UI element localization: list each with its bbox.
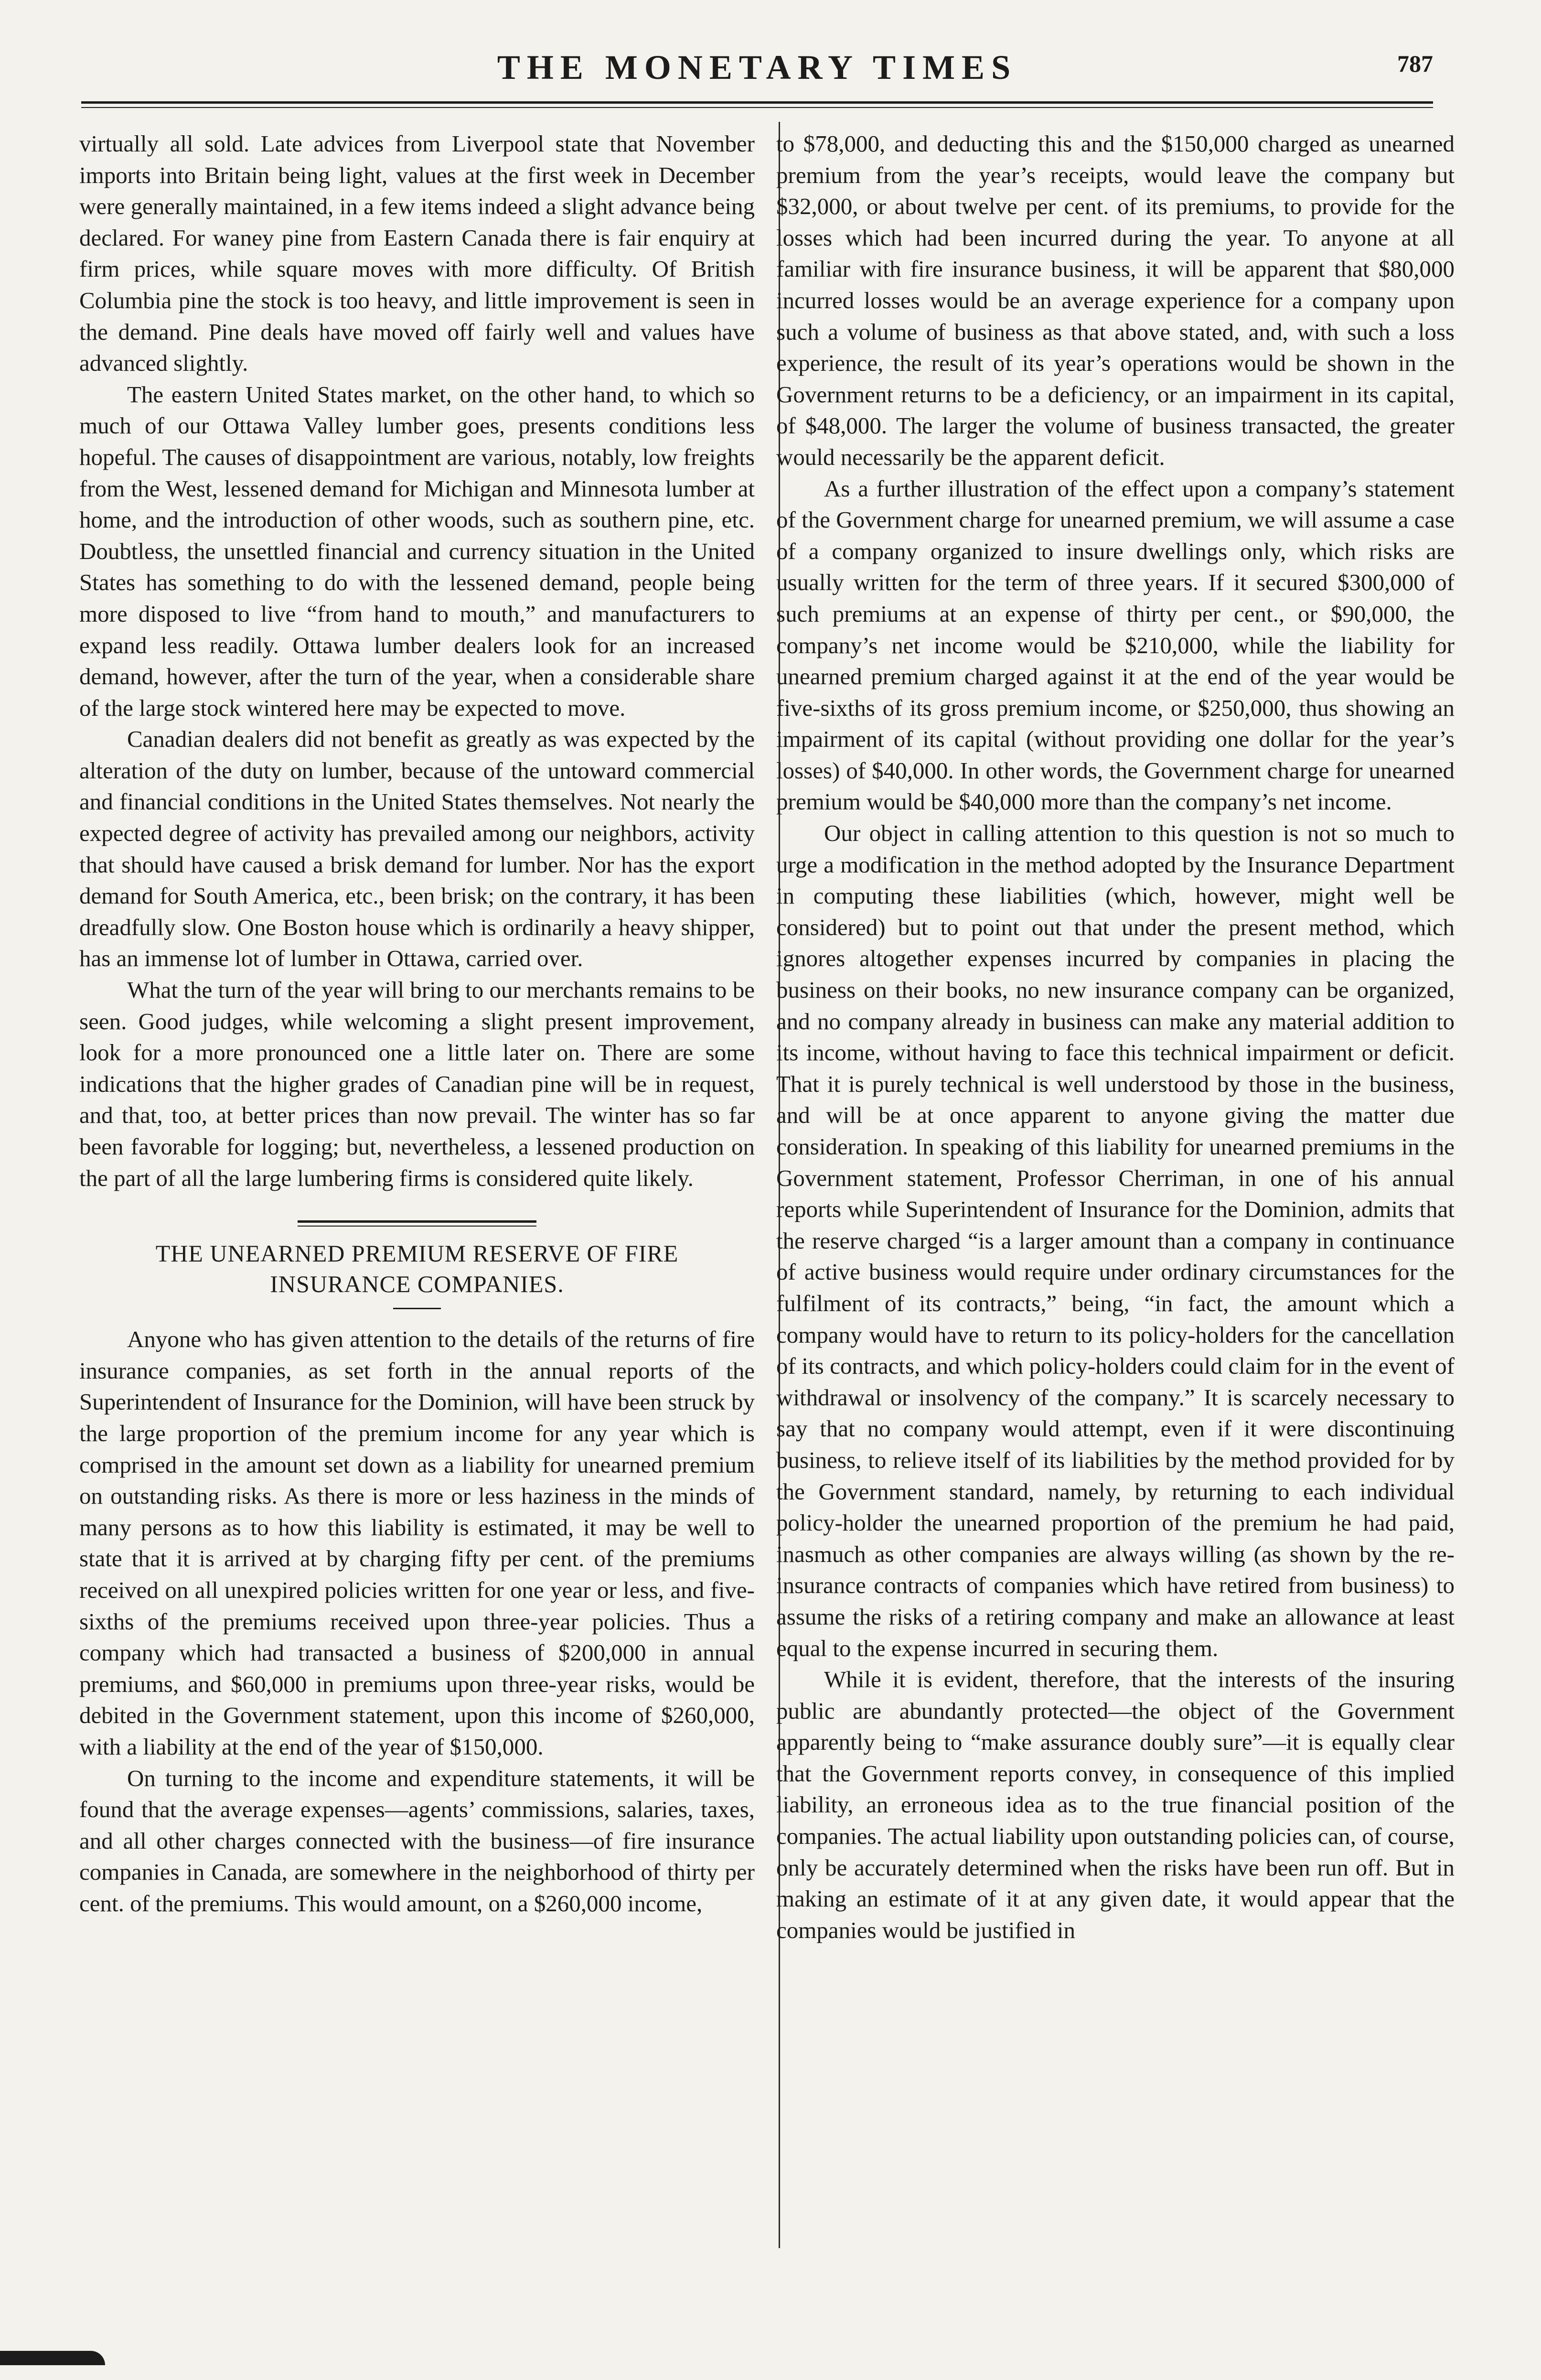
article-paragraph: While it is evident, therefore, that the interests of the insuring public are abundantly protected—the object of the Government apparently being to “make assurance doubly sure”—it is equally clear that the Government reports convey, in consequence of this implied liability, an erroneous idea as to the true financial position of the companies. The actual liability upon outstanding policies can, of course, only be accurately determined when the risks have been run off. But in making an estimate of it at any given date, it would appear that the companies would be justified in: [776, 1666, 1455, 1943]
article-paragraph: As a further illustration of the effect upon a company’s statement of the Government charge for unearned premium, we will assume a case of a company organized to insure dwellings only, which risks are usually written for the term of three years. If it secured $300,000 of such premiums at an expense of thirty per cent., or $90,000, the company’s net income would be $210,000, while the liability for unearned premium charged against it at the end of the year would be five-sixths of its gross premium income, or $250,000, thus showing an impairment of its capital (without providing one dollar for the year’s losses) of $40,000. In other words, the Government charge for unearned premium would be $40,000 more than the company’s net income.: [776, 475, 1455, 815]
article-paragraph: Canadian dealers did not benefit as greatly as was expected by the alteration of the duty on lumber, because of the untoward commercial and financial conditions in the United States themselves. Not nearly the expected degree of activity has prevailed among our neighbors, activity that should have caused a brisk demand for lumber. Nor has the export demand for South America, etc., been brisk; on the contrary, it has been dreadfully slow. One Boston house which is ordinarily a heavy shipper, has an immense lot of lumber in Ottawa, carried over.: [79, 726, 755, 972]
heading-underline: [393, 1308, 441, 1309]
header-rule-thick: [81, 101, 1433, 104]
article-paragraph: On turning to the income and expenditure statements, it will be found that the average expenses—agents’ commissions, salaries, taxes, and all other charges connected with the business—of fire insurance companies in Canada, are somewhere in the neighborhood of thirty per cent. of the premiums. This would amount, on a $260,000 income,: [79, 1765, 755, 1917]
left-column: [79, 128, 755, 1919]
header-rule-thin: [81, 107, 1433, 108]
article-paragraph: The eastern United States market, on the other hand, to which so much of our Ottawa Valley lumber goes, presents conditions less hopeful. The causes of disappointment are various, notably, low freights from the West, lessened demand for Michigan and Minnesota lumber at home, and the introduction of other woods, such as southern pine, etc. Doubtless, the unsettled financial and currency situation in the United States has something to do with the lessened demand, people being more disposed to live “from hand to mouth,” and manufacturers to expand less readily. Ottawa lumber dealers look for an increased demand, however, after the turn of the year, when a considerable share of the large stock wintered here may be expected to move.: [79, 381, 755, 721]
right-column: [776, 128, 1455, 1946]
article-paragraph: Our object in calling attention to this question is not so much to urge a modification in the method adopted by the Insurance Department in computing these liabilities (which, however, might well be considered) but to point out that under the present method, which ignores altogether expenses incurred by companies in placing the business on their books, no new insurance company can be organized, and no company already in business can make any material addition to its income, without having to face this technical impairment or deficit. That it is purely technical is well understood by those in the business, and will be at once apparent to anyone giving the matter due consideration. In speaking of this liability for unearned premiums in the Government statement, Professor Cherriman, in one of his annual reports while Superintendent of Insurance for the Dominion, admits that the reserve charged “is a larger amount than a company in continuance of active business would require under ordinary circumstances for the fulfilment of its contracts,” being, “in fact, the amount which a company would have to return to its policy-holders for the cancellation of its contracts, and which policy-holders could claim for in the event of withdrawal or insolvency of the company.” It is scarcely necessary to say that no company would attempt, even if it were discontinuing business, to relieve itself of its liabilities by the method provided for by the Government standard, namely, by returning to each individual policy-holder the unearned proportion of the premium he had paid, inasmuch as other companies are always willing (as shown by the re-insurance contracts of companies which have retired from business) to assume the risks of a retiring company and make an allowance at least equal to the expense incurred in securing them.: [776, 820, 1455, 1661]
article-paragraph: Anyone who has given attention to the details of the returns of fire insurance companies, as set forth in the annual reports of the Superintendent of Insurance for the Dominion, will have been struck by the large proportion of the premium income for any year which is comprised in the amount set down as a liability for unearned premium on outstanding risks. As there is more or less haziness in the minds of many persons as to how this liability is estimated, it may be well to state that it is arrived at by charging fifty per cent. of the premiums received on all unexpired policies written for one year or less, and five-sixths of the premiums received upon three-year policies. Thus a company which had transacted a business of $200,000 in annual premiums, and $60,000 in premiums upon three-year risks, would be debited in the Government statement, upon this income of $260,000, with a liability at the end of the year of $150,000.: [79, 1326, 755, 1760]
page-edge-mark: [0, 2351, 105, 2365]
section-heading-line: INSURANCE COMPANIES.: [270, 1271, 564, 1298]
page-number: 787: [1397, 50, 1433, 77]
publication-title: THE MONETARY TIMES: [497, 48, 1017, 86]
article-paragraph: What the turn of the year will bring to our merchants remains to be seen. Good judges, while welcoming a slight present improvement, look for a more pronounced one a little later on. There are some indications that the higher grades of Canadian pine will be in request, and that, too, at better prices than now prevail. The winter has so far been favorable for logging; but, nevertheless, a lessened production on the part of all the large lumbering firms is considered quite likely.: [79, 977, 755, 1191]
section-heading-line: THE UNEARNED PREMIUM RESERVE OF FIRE: [155, 1240, 679, 1267]
section-divider: [298, 1220, 536, 1227]
masthead: [81, 48, 1433, 96]
section-heading: [79, 1238, 755, 1299]
article-paragraph: virtually all sold. Late advices from Liverpool state that November imports into Britain being light, values at the first week in December were generally maintained, in a few items indeed a slight advance being declared. For waney pine from Eastern Canada there is fair enquiry at firm prices, while square moves with more difficulty. Of British Columbia pine the stock is too heavy, and little improvement is seen in the demand. Pine deals have moved off fairly well and values have advanced slightly.: [79, 130, 755, 377]
article-paragraph: to $78,000, and deducting this and the $150,000 charged as unearned premium from the year’s receipts, would leave the company but $32,000, or about twelve per cent. of its premiums, to provide for the losses which had been incurred during the year. To anyone at all familiar with fire insurance business, it will be apparent that $80,000 incurred losses would be an average experience for a company upon such a volume of business as that above stated, and, with such a loss experience, the result of its year’s operations would be shown in the Government returns to be a deficiency, or an impairment in its capital, of $48,000. The larger the volume of business transacted, the greater would necessarily be the apparent deficit.: [776, 130, 1455, 470]
